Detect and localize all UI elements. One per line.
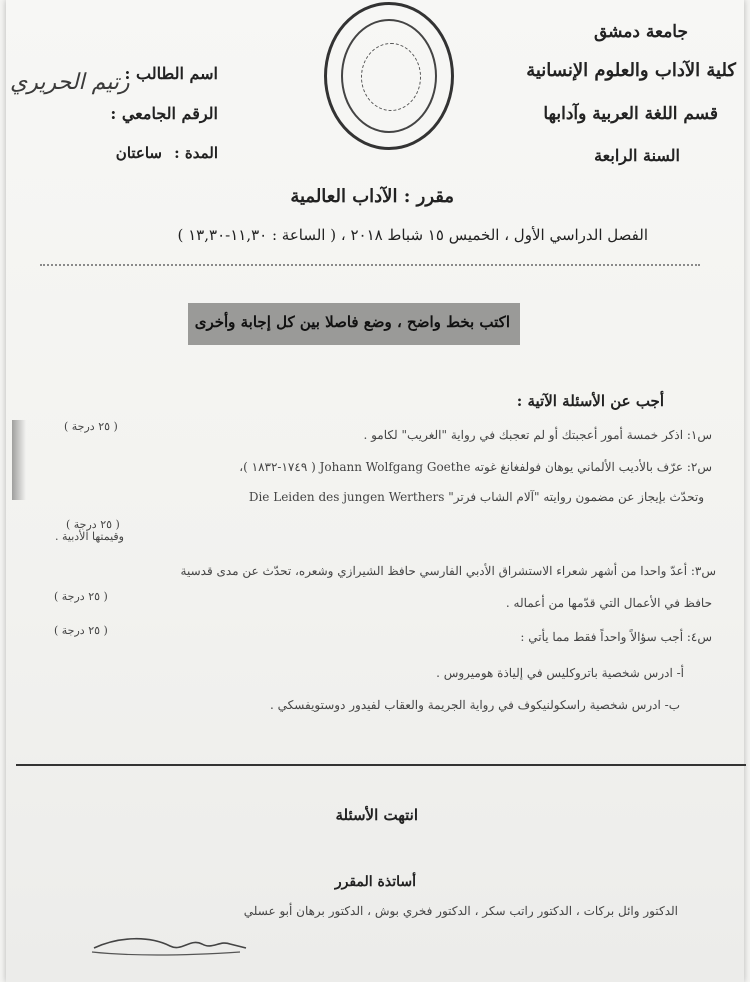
question-4-option-a: أ- ادرس شخصية باتروكليس في إلياذة هوميروس .	[436, 666, 684, 680]
end-of-questions: انتهت الأسئلة	[335, 806, 418, 824]
question-2: س٢: عرّف بالأديب الألماني يوهان فولفغانغ غوته Johann Wolfgang Goethe ( ١٧٤٩-١٨٣٢ )،	[239, 460, 712, 474]
department-name: قسم اللغة العربية وآدابها	[543, 104, 718, 124]
signature-scribble	[90, 930, 250, 960]
student-id-label: الرقم الجامعي :	[110, 104, 218, 123]
page-shadow	[12, 420, 26, 500]
student-name-label: اسم الطالب :	[124, 64, 218, 83]
question-3: س٣: أعدّ واحدا من أشهر شعراء الاستشراق الأدبي الفارسي حافظ الشيرازي وشعره، تحدّث عن مدى قدسية	[180, 564, 716, 578]
question-3-line-2: حافظ في الأعمال التي قدّمها من أعماله .	[505, 596, 712, 610]
question-4-marks: ( ٢٥ درجة )	[54, 624, 108, 637]
question-2-line-2: وتحدّث بإيجاز عن مضمون روايته "آلام الشاب فرتر" Die Leiden des jungen Werthers	[248, 490, 704, 504]
horizontal-rule	[16, 764, 746, 766]
teachers-title: أساتذة المقرر	[334, 874, 416, 890]
question-1: س١: اذكر خمسة أمور أعجبتك أو لم تعجبك في رواية "الغريب" لكامو .	[363, 428, 712, 442]
question-3-marks: ( ٢٥ درجة )	[54, 590, 108, 603]
teachers-list: الدكتور وائل بركات ، الدكتور راتب سكر ، الدكتور فخري بوش ، الدكتور برهان أبو عسلي	[243, 904, 678, 918]
instruction-text: اكتب بخط واضح ، وضع فاصلا بين كل إجابة وأخرى	[194, 313, 510, 331]
question-2-marks: ( ٢٥ درجة )	[66, 518, 120, 531]
question-2-line-3: وقيمتها الأدبية .	[55, 530, 124, 543]
exam-date: الفصل الدراسي الأول ، الخميس ١٥ شباط ٢٠١٨ ، ( الساعة : ١١,٣٠-١٣,٣٠ )	[177, 226, 648, 244]
student-name-handwritten: رتيم الحريري	[10, 70, 130, 95]
dotted-separator	[40, 264, 700, 266]
duration-value: ساعتان	[115, 144, 162, 162]
duration-label: المدة :	[174, 144, 218, 162]
academic-year: السنة الرابعة	[594, 146, 680, 165]
question-1-marks: ( ٢٥ درجة )	[64, 420, 118, 433]
course-title: مقرر : الآداب العالمية	[290, 186, 454, 207]
question-4-option-b: ب- ادرس شخصية راسكولنيكوف في رواية الجريمة والعقاب لفيدور دوستويفسكي .	[270, 698, 680, 712]
university-seal	[324, 2, 454, 150]
faculty-name: كلية الآداب والعلوم الإنسانية	[526, 60, 736, 81]
answer-prompt: أجب عن الأسئلة الآتية :	[516, 392, 664, 410]
university-name: جامعة دمشق	[593, 22, 688, 42]
exam-paper	[6, 0, 744, 982]
question-4: س٤: أجب سؤالاً واحداً فقط مما يأتي :	[520, 630, 712, 644]
